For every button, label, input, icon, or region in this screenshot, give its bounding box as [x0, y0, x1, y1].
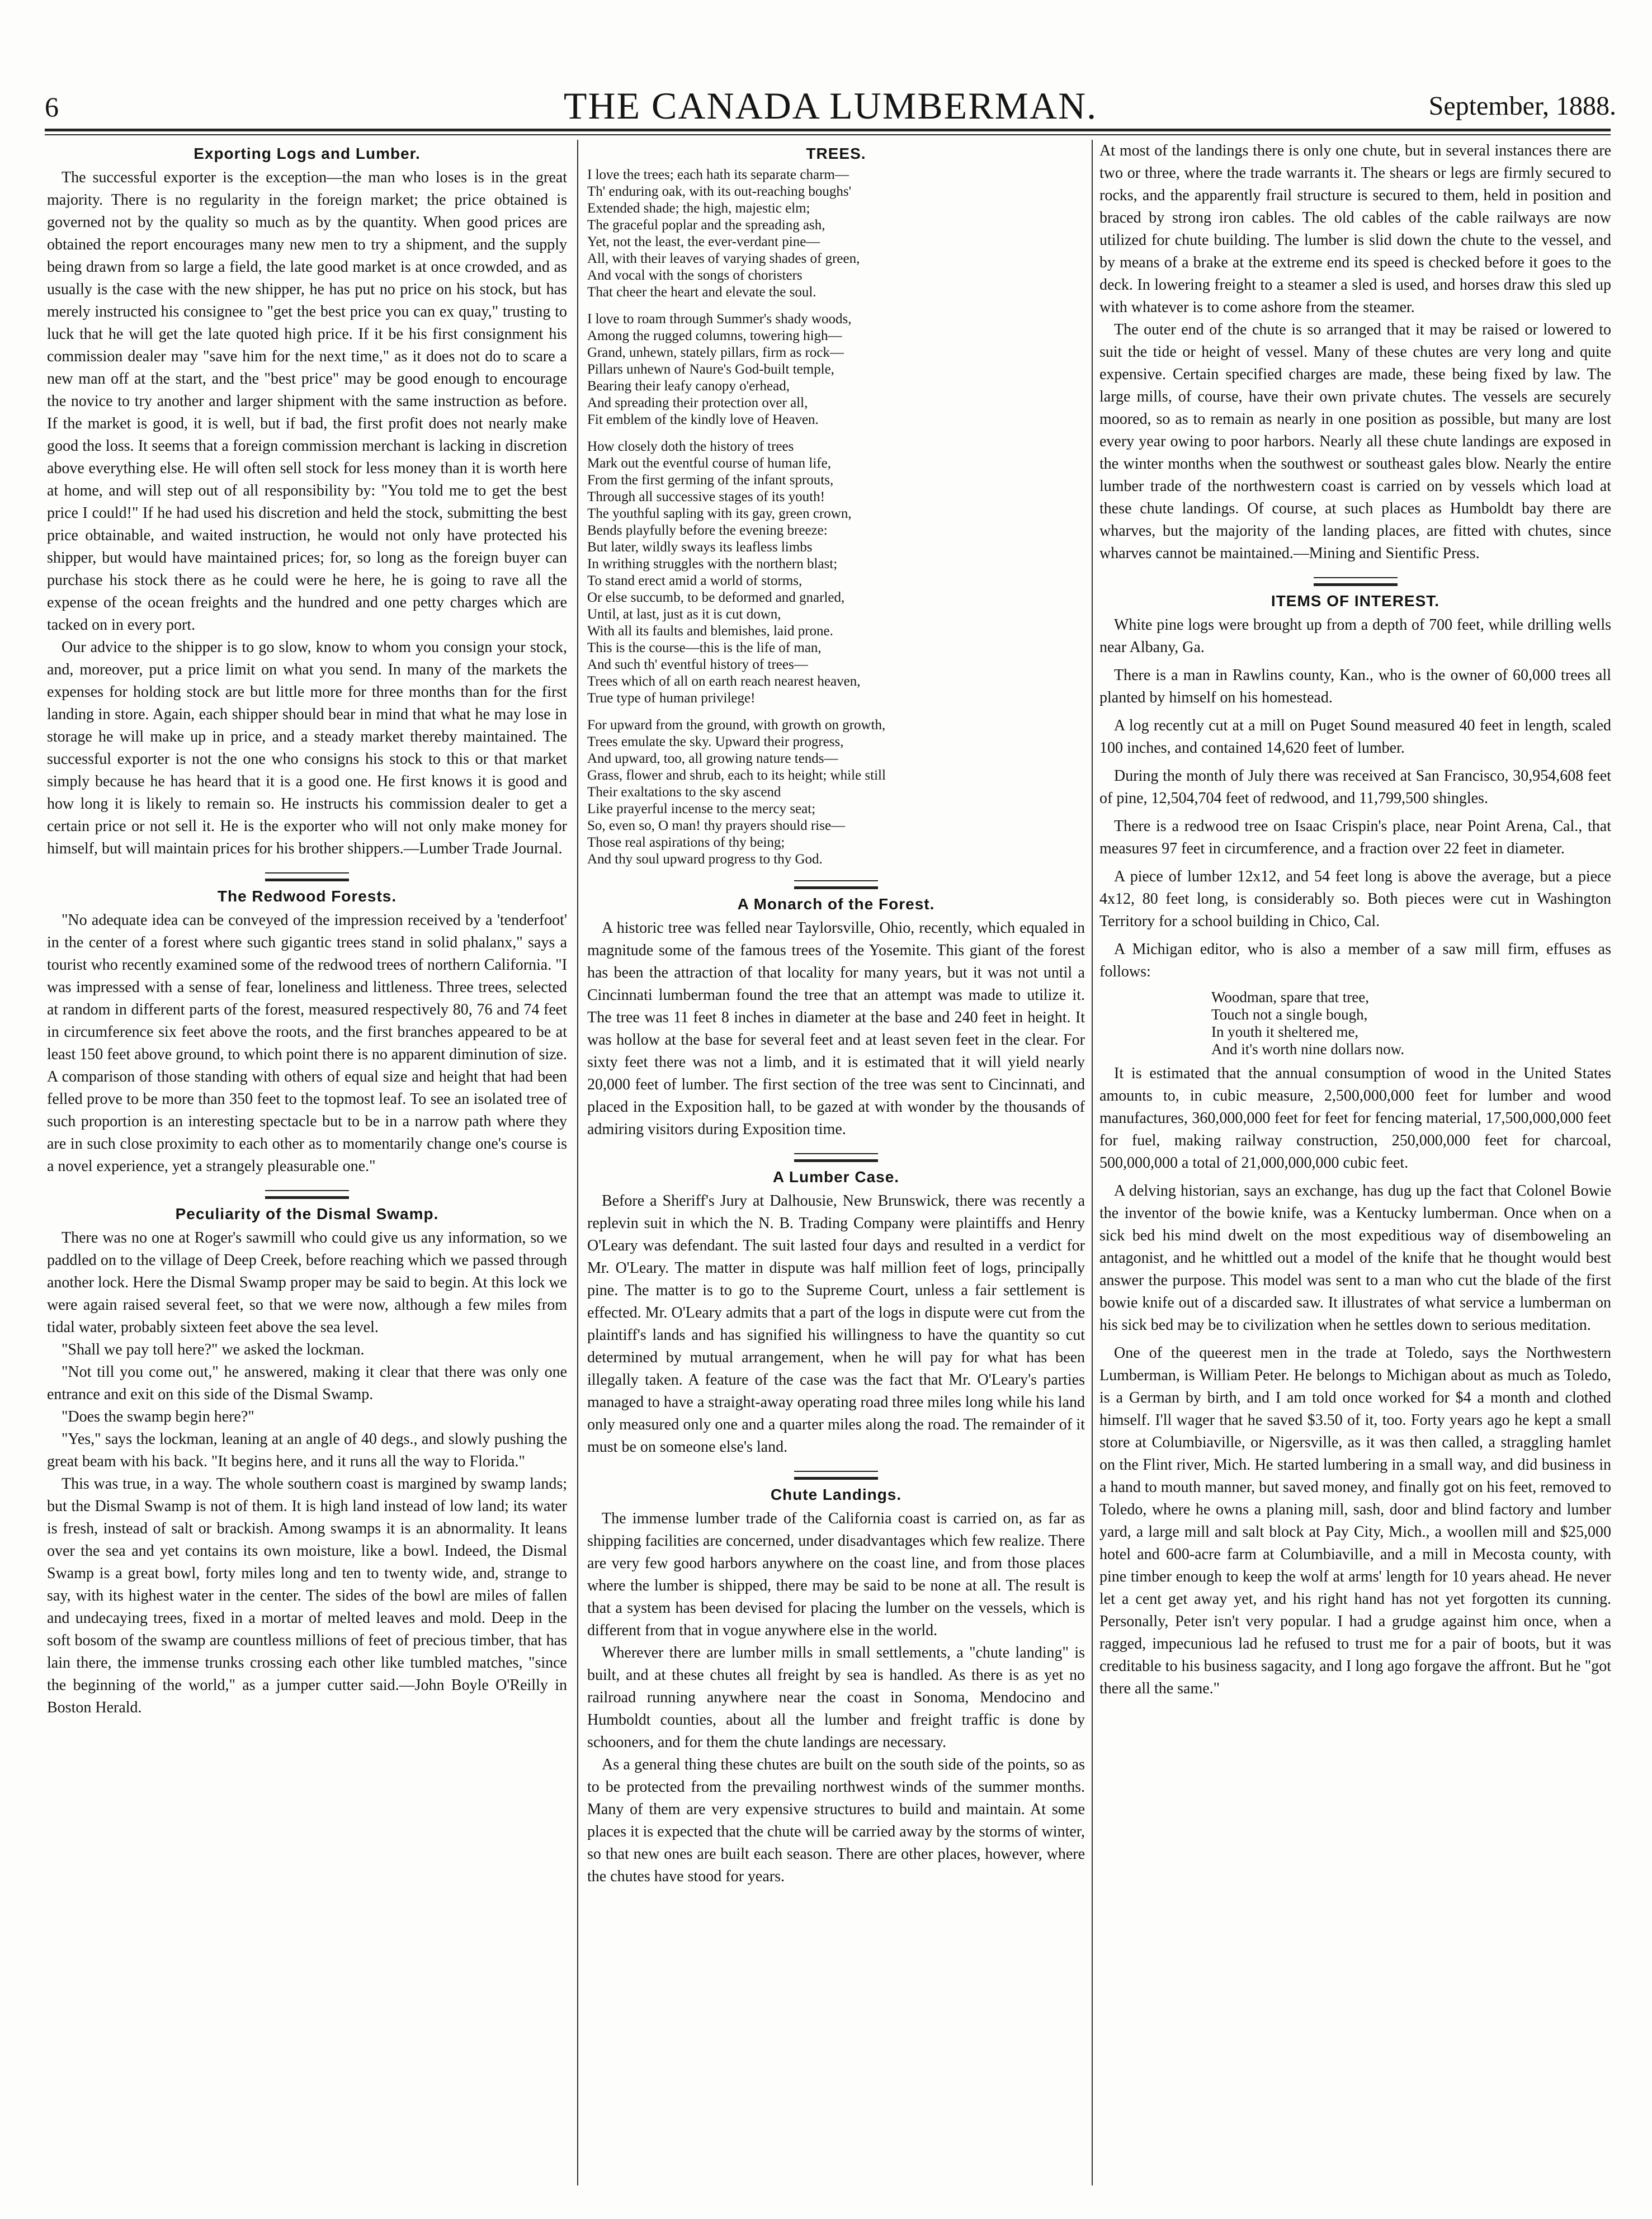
poem-line: Or else succumb, to be deformed and gnarled, — [587, 590, 845, 605]
poem-line: The graceful poplar and the spreading ash, — [587, 218, 825, 233]
article-paragraph: This was true, in a way. The whole southern coast is margined by swamp lands; but the Dismal Swamp is not of them. It is high land instead of low land; its water is fresh, instead of salt or brackish. Among swamps it is an abnormality. It leans over the sea and yet contains its own moisture, like a bowl. Indeed, the Dismal Swamp is a great bowl, forty miles long and ten to twenty wide, and, strange to say, with its highest water in the center. The sides of the bowl are miles of fallen and undecaying trees, fixed in a mortar of melted leaves and mold. Deep in the soft bosom of the swamp are countless millions of feet of precious timber, that has lain there, the immense trunks crossing each other like tumbled matches, "since the beginning of the world," as a jumper cutter said.—John Boyle O'Reilly in Boston Herald. — [47, 1475, 567, 1716]
poem-line: Yet, not the least, the ever-verdant pine— — [587, 234, 820, 249]
section-separator — [265, 872, 349, 881]
masthead-rule-thick — [45, 129, 1611, 131]
poem-stanza — [587, 311, 1085, 428]
article-paragraph: "No adequate idea can be conveyed of the impression received by a 'tenderfoot' in the center of a forest where such gigantic trees stand in solid phalanx," says a tourist who recently examined some of the redwood trees of northern California. "I was impressed with a sense of fear, loneliness and littleness. Three trees, selected at random in different parts of the forest, measured respectively 80, 76 and 74 feet in circumference six feet above the roots, and the first branches appeared to be at least 150 feet above ground, to which point there is no apparent diminution of size. A comparison of those standing with others of equal size and height that had been felled prove to be more than 350 feet to the topmost leaf. To see an isolated tree of such proportion is an interesting spectacle but to be in a narrow path where they are in such close proximity to each other as to momentarily change one's course is a novel experience, yet a strangely pleasurable one." — [47, 912, 567, 1175]
article-title-exporting: Exporting Logs and Lumber. — [193, 145, 421, 162]
news-item: A delving historian, says an exchange, has dug up the fact that Colonel Bowie the inventor of the bowie knife, was a Kentucky lumberman. Once when on a sick bed his mind dwelt on the most expeditious way of disemboweling an antagonist, and he whittled out a model of the knife that he thought would best answer the purpose. This model was sent to a man who cut the blade of the first bowie knife out of a discarded saw. It illustrates of what service a lumberman on his sick bed may be to civilization when he settles down to serious meditation. — [1099, 1182, 1611, 1334]
article-paragraph: The outer end of the chute is so arranged that it may be raised or lowered to suit the tide or height of vessel. Many of these chutes are very long and quite expensive. Certain specified charges are made, these being fixed by law. The large mills, of course, have their own private chutes. The vessels are securely moored, so as to remain as nearly in one position as possible, but many are lost every year owing to poor harbors. Nearly all these chute landings are exposed in the winter months when the southwest or southeast gales blow. Nearly the entire lumber trade of the northwestern coast is carried on by vessels which load at these chute landings. Of course, at such places as Humboldt bay there are wharves, but the majority of the landing places, are fitted with chutes, since wharves cannot be maintained.—Mining and Sientific Press. — [1099, 321, 1611, 562]
verse-line: Touch not a single bough, — [1211, 1006, 1368, 1023]
poem-line: True type of human privilege! — [587, 691, 756, 706]
poem-line: Through all successive stages of its youth! — [587, 489, 825, 504]
poem-line: Like prayerful incense to the mercy seat; — [587, 801, 816, 816]
poem-line: Grass, flower and shrub, each to its height; while still — [587, 768, 886, 783]
poem-line: Trees emulate the sky. Upward their progress, — [587, 734, 844, 749]
poem-line: Grand, unhewn, stately pillars, firm as rock— — [587, 345, 844, 360]
section-separator — [1314, 577, 1398, 586]
news-item: There is a redwood tree on Isaac Crispin's place, near Point Arena, Cal., that measures 97 feet in circumference, and a fraction over 22 feet in diameter. — [1099, 818, 1611, 857]
poem-line: I love the trees; each hath its separate charm— — [587, 167, 849, 182]
article-paragraph: "Yes," says the lockman, leaning at an angle of 40 degs., and slowly pushing the great beam with his back. "It begins here, and it runs all the way to Florida." — [47, 1430, 567, 1470]
poem-line: Bends playfully before the evening breeze: — [587, 523, 828, 538]
article-paragraph: The successful exporter is the exception—the man who loses is in the great majority. There is no regularity in the foreign market; the price obtained is governed not by the quality so much as by the quantity. When good prices are obtained the report encourages many new men to try a shipment, and the supply being drawn from so large a field, the late good market is at once crowded, and as usually is the case with the new shipper, he has put no price on his stock, but has merely instructed his consignee to "get the best price you can ex quay," trusting to luck that he will get the late quoted high price. If it be his first consignment his commission dealer may "save him for the next time," as it does not do to scare a new man off at the start, and the "best price" may be good enough to encourage the novice to try another and larger shipment with the same instruction as before. If the market is good, it is well, but if bad, the first profit does not nearly make good the loss. It seems that a foreign commission merchant is lacking in discretion above everything else. He will often sell stock for less money than it is worth here at home, and will step out of all responsibility by: "You told me to get the best price I could!" If he had used his discretion and held the stock, submitting the best price obtainable, and waited instruction, he would not only have protected his shipper, but would have maintained prices; for, so long as the foreign buyer can purchase his stock there as he could were he here, he is going to rave all the expense of the ocean freights and the hundred and one petty charges which are tacked on in every port. — [47, 169, 567, 634]
poem-line: This is the course—this is the life of man, — [587, 640, 822, 655]
poem-line: And thy soul upward progress to thy God. — [587, 852, 823, 867]
poem-line: Th' enduring oak, with its out-reaching boughs' — [587, 184, 852, 199]
poem-line: I love to roam through Summer's shady woods, — [587, 311, 852, 327]
article-paragraph: Before a Sheriff's Jury at Dalhousie, New Brunswick, there was recently a replevin suit in which the N. B. Trading Company were plaintiffs and Henry O'Leary was defendant. The suit lasted four days and resulted in a verdict for Mr. O'Leary. The matter in dispute was half million feet of logs, principally pine. The matter is to go to the Supreme Court, unless a fair settlement is effected. Mr. O'Leary admits that a part of the logs in dispute were cut from the plaintiff's lands and has signified his willingness to have the quantity so cut determined by mutual arrangement, when he will pay for what has been illegally taken. A feature of the case was the fact that Mr. O'Leary's parties managed to have a straight-away operating road three miles long while his land only measured only one and a quarter miles along the road. The remainder of it must be on someone else's land. — [587, 1192, 1085, 1456]
news-item: A log recently cut at a mill on Puget Sound measured 40 feet in length, scaled 100 inches, and contained 14,620 feet of lumber. — [1099, 717, 1611, 757]
article-title-chute-landings: Chute Landings. — [770, 1486, 902, 1503]
poem-line: From the first germing of the infant sprouts, — [587, 473, 834, 488]
column-1 — [47, 140, 567, 2185]
poem-line: Pillars unhewn of Naure's God-built temple, — [587, 362, 834, 377]
verse-woodman — [1099, 989, 1611, 1058]
verse-line: Woodman, spare that tree, — [1211, 989, 1369, 1005]
poem-line: Bearing their leafy canopy o'erhead, — [587, 379, 790, 394]
poem-line: And such th' eventful history of trees— — [587, 657, 808, 672]
poem-line: But later, wildly sways its leafless limbs — [587, 540, 813, 555]
article-paragraph: "Not till you come out," he answered, making it clear that there was only one entrance and exit on this side of the Dismal Swamp. — [47, 1363, 567, 1403]
news-item: One of the queerest men in the trade at Toledo, says the Northwestern Lumberman, is William Peter. He belongs to Michigan about as much as Toledo, is a German by birth, and I am told once worked for $4 a month and clothed himself. I'll wager that he saved $3.50 of it, too. Forty years ago he kept a small store at Columbiaville, or Nigersville, as it was then called, a straggling hamlet on the Flint river, Mich. He started lumbering in a small way, and did business in a hand to mouth manner, but saved money, and finally got on his feet, removed to Toledo, where he owns a planing mill, sash, door and blind factory and lumber yard, a large mill and salt block at Pay City, Mich., a woollen mill and $25,000 hotel and 600-acre farm at Columbiaville, and a mill in Mecosta county, with pine timber enough to keep the wolf at arms' length for 10 years ahead. He never let a cent get away yet, and his right hand has not yet forgotten its cunning. Personally, Peter isn't very popular. I had a grudge against him once, when a ragged, impecunious lad he refused to trust me for a pair of boots, but it was creditable to his business sagacity, and I long ago forgave the affront. But he "got there all the same." — [1099, 1344, 1611, 1697]
article-paragraph: Our advice to the shipper is to go slow, know to whom you consign your stock, and, moreover, put a price limit on what you send. In many of the markets the expenses for holding stock are but little more for three months than for the first landing in store. Again, each shipper should bear in mind that what he may lose in storage he will make up in price, and a steady market thereby maintained. The successful exporter is not the one who consigns his stock to this or that market simply because he has heard that it is a good one. He first knows it is good and how long it is likely to remain so. He instructs his commission dealer to get a certain price or not sell it. He is the exporter who will not only make money for himself, but will maintain prices for his brother shippers.—Lumber Trade Journal. — [47, 639, 567, 857]
news-item: White pine logs were brought up from a depth of 700 feet, while drilling wells near Albany, Ga. — [1099, 616, 1611, 656]
section-separator — [794, 1153, 878, 1162]
poem-line: In writhing struggles with the northern blast; — [587, 556, 838, 572]
verse-line: And it's worth nine dollars now. — [1211, 1041, 1405, 1057]
poem-line: Extended shade; the high, majestic elm; — [587, 201, 810, 216]
masthead — [45, 84, 1616, 134]
poem-line: With all its faults and blemishes, laid prone. — [587, 624, 833, 639]
news-item: It is estimated that the annual consumption of wood in the United States amounts to, in cubic measure, 2,500,000,000 feet for lumber and wood manufactures, 360,000,000 feet for feet for fencing material, 17,500,000,000 feet for fuel, making railway construction, 250,000,000 feet for charcoal, 500,000,000 a total of 21,000,000,000 cubic feet. — [1099, 1065, 1611, 1172]
section-separator — [794, 880, 878, 889]
poem-line: And vocal with the songs of choristers — [587, 268, 803, 283]
poem-line: How closely doth the history of trees — [587, 439, 794, 454]
article-title-lumber-case: A Lumber Case. — [772, 1168, 900, 1186]
issue-date: September, 1888. — [1428, 91, 1616, 121]
column-3 — [1099, 140, 1611, 2185]
page-number: 6 — [45, 91, 59, 122]
article-paragraph: "Does the swamp begin here?" — [62, 1408, 254, 1425]
poem-line: Fit emblem of the kindly love of Heaven. — [587, 412, 819, 427]
poem-line: Among the rugged columns, towering high— — [587, 328, 842, 343]
poem-title-trees: TREES. — [806, 145, 866, 162]
article-paragraph: "Shall we pay toll here?" we asked the lockman. — [62, 1341, 365, 1358]
newspaper-title: THE CANADA LUMBERMAN. — [563, 84, 1098, 127]
poem-line: All, with their leaves of varying shades of green, — [587, 251, 860, 266]
poem-line: That cheer the heart and elevate the soul. — [587, 285, 816, 300]
poem-line: And upward, too, all growing nature tends— — [587, 751, 838, 766]
column-rule — [1092, 140, 1093, 2185]
article-paragraph: As a general thing these chutes are built on the south side of the points, so as to be protected from the prevailing northwest winds of the summer months. Many of them are very expensive structures to build and maintain. At some places it is expected that the chute will be carried away by the storms of winter, so that new ones are built each season. There are other places, however, where the chutes have stood for years. — [587, 1756, 1085, 1885]
article-paragraph: The immense lumber trade of the California coast is carried on, as far as shipping facilities are concerned, under disadvantages which few realize. There are very few good harbors anywhere on the coast line, and from those places where the lumber is shipped, there may be said to be none at all. The result is that a system has been devised for placing the lumber on the vessels, which is different from that in vogue anywhere else in the world. — [587, 1510, 1085, 1639]
article-title-redwood: The Redwood Forests. — [217, 887, 397, 905]
article-paragraph: There was no one at Roger's sawmill who could give us any information, so we paddled on to the village of Deep Creek, before reaching which we passed through another lock. Here the Dismal Swamp proper may be said to begin. At this lock we were again raised several feet, so that we were now, although a few miles from tidal water, probably sixteen feet above the sea level. — [47, 1229, 567, 1336]
section-separator — [265, 1190, 349, 1199]
poem-stanza — [587, 167, 1085, 301]
poem-stanza — [587, 717, 1085, 868]
poem-line: For upward from the ground, with growth on growth, — [587, 717, 886, 733]
poem-line: And spreading their protection over all, — [587, 395, 808, 410]
news-item: A Michigan editor, who is also a member of a saw mill firm, effuses as follows: — [1099, 941, 1611, 980]
article-title-dismal-swamp: Peculiarity of the Dismal Swamp. — [175, 1205, 439, 1222]
poem-line: The youthful sapling with its gay, green crown, — [587, 506, 852, 521]
poem-line: To stand erect amid a world of storms, — [587, 573, 803, 588]
article-paragraph: Wherever there are lumber mills in small settlements, a "chute landing" is built, and at these chutes all freight by sea is handled. As there is as yet no railroad running anywhere near the coast in Sonoma, Mendocino and Humboldt counties, about all the lumber and freight traffic is done by schooners, and for them the chute landings are necessary. — [587, 1644, 1085, 1751]
news-item: A piece of lumber 12x12, and 54 feet long is above the average, but a piece 4x12, 80 feet long, is considerably so. Both pieces were cut in Washington Territory for a school building in Chico, Cal. — [1099, 868, 1611, 930]
poem-line: So, even so, O man! thy prayers should rise— — [587, 818, 846, 833]
poem-trees — [587, 167, 1085, 868]
column-2 — [587, 140, 1085, 2185]
article-paragraph: A historic tree was felled near Taylorsville, Ohio, recently, which equaled in magnitude some of the famous trees of the Yosemite. This giant of the forest has been the attraction of that locality for many years, but it was not until a Cincinnati lumberman found the tree that an attempt was made to utilize it. The tree was 11 feet 8 inches in diameter at the base and 240 feet in height. It was hollow at the base for several feet and at least seven feet in the clear. For sixty feet there was not a limb, and it is estimated that it will yield nearly 20,000 feet of lumber. The first section of the tree was sent to Cincinnati, and placed in the Exposition hall, to be gazed at with wonder by the thousands of admiring visitors during Exposition time. — [587, 919, 1085, 1138]
news-item: There is a man in Rawlins county, Kan., who is the owner of 60,000 trees all planted by himself on his homestead. — [1099, 667, 1611, 706]
column-rule — [577, 140, 578, 2185]
section-separator — [794, 1471, 878, 1480]
poem-line: Until, at last, just as it is cut down, — [587, 607, 781, 622]
article-title-monarch: A Monarch of the Forest. — [737, 895, 935, 913]
poem-line: Those real aspirations of thy being; — [587, 835, 785, 850]
poem-stanza — [587, 438, 1085, 707]
masthead-rule-thin — [45, 134, 1611, 135]
article-paragraph: At most of the landings there is only one chute, but in several instances there are two or three, where the trade warrants it. The shears or legs are firmly secured to rocks, and the apparently frail structure is secured to them, held in position and braced by strong iron cables. The old cables of the cable railways are now utilized for chute building. The lumber is slid down the chute to the vessel, and by means of a brake at the extreme end its speed is checked before it goes to the deck. In lowering freight to a steamer a sled is used, and horses draw this sled up with whatever is to come ashore from the steamer. — [1099, 142, 1611, 316]
poem-line: Their exaltations to the sky ascend — [587, 785, 781, 800]
news-item: During the month of July there was received at San Francisco, 30,954,608 feet of pine, 12,504,704 feet of redwood, and 11,799,500 shingles. — [1099, 767, 1611, 807]
verse-line: In youth it sheltered me, — [1211, 1023, 1359, 1040]
section-title-items-of-interest: ITEMS OF INTEREST. — [1271, 592, 1440, 610]
poem-line: Trees which of all on earth reach nearest heaven, — [587, 674, 861, 689]
poem-line: Mark out the eventful course of human life, — [587, 456, 831, 471]
